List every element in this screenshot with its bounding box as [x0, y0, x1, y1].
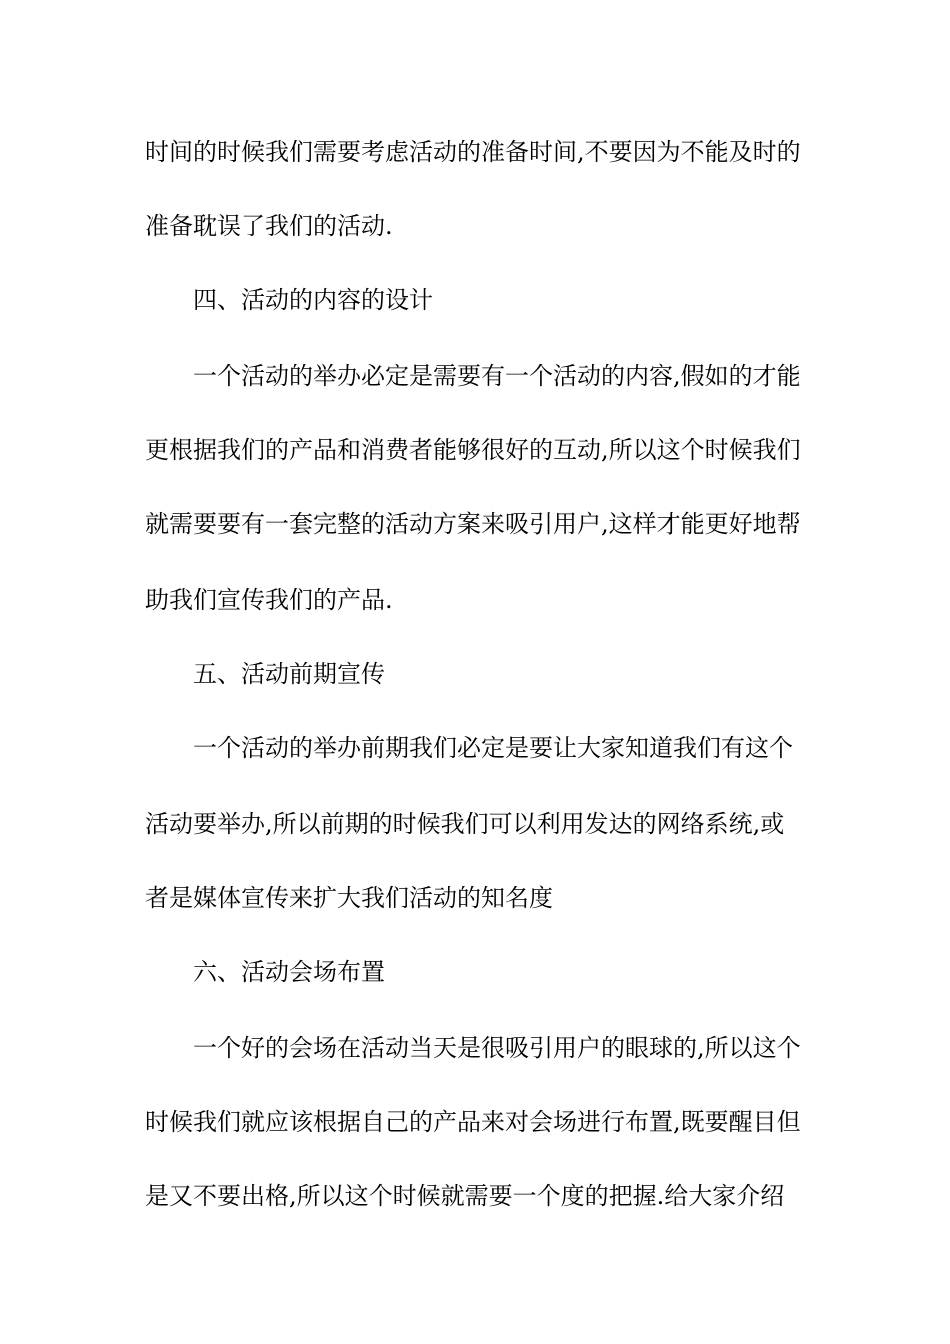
- paragraph-line: 一个活动的举办必定是需要有一个活动的内容,假如的才能: [193, 362, 801, 390]
- paragraph-line: 活动要举办,所以前期的时候我们可以利用发达的网络系统,或: [145, 810, 785, 838]
- section-heading: 六、活动会场布置: [193, 958, 385, 986]
- section-heading: 四、活动的内容的设计: [193, 286, 433, 314]
- paragraph-line: 一个好的会场在活动当天是很吸引用户的眼球的,所以这个: [193, 1034, 801, 1062]
- section-heading: 五、活动前期宣传: [193, 660, 385, 688]
- paragraph-line: 时间的时候我们需要考虑活动的准备时间,不要因为不能及时的: [145, 138, 801, 166]
- paragraph-line: 时候我们就应该根据自己的产品来对会场进行布置,既要醒目但: [145, 1108, 801, 1136]
- paragraph-line: 一个活动的举办前期我们必定是要让大家知道我们有这个: [193, 734, 793, 762]
- paragraph-line: 就需要要有一套完整的活动方案来吸引用户,这样才能更好地帮: [145, 510, 801, 538]
- paragraph-line: 助我们宣传我们的产品.: [145, 586, 393, 614]
- paragraph-line: 是又不要出格,所以这个时候就需要一个度的把握.给大家介绍: [145, 1182, 785, 1210]
- paragraph-line: 者是媒体宣传来扩大我们活动的知名度: [145, 884, 553, 912]
- paragraph-line: 更根据我们的产品和消费者能够很好的互动,所以这个时候我们: [145, 436, 801, 464]
- paragraph-line: 准备耽误了我们的活动.: [145, 212, 393, 240]
